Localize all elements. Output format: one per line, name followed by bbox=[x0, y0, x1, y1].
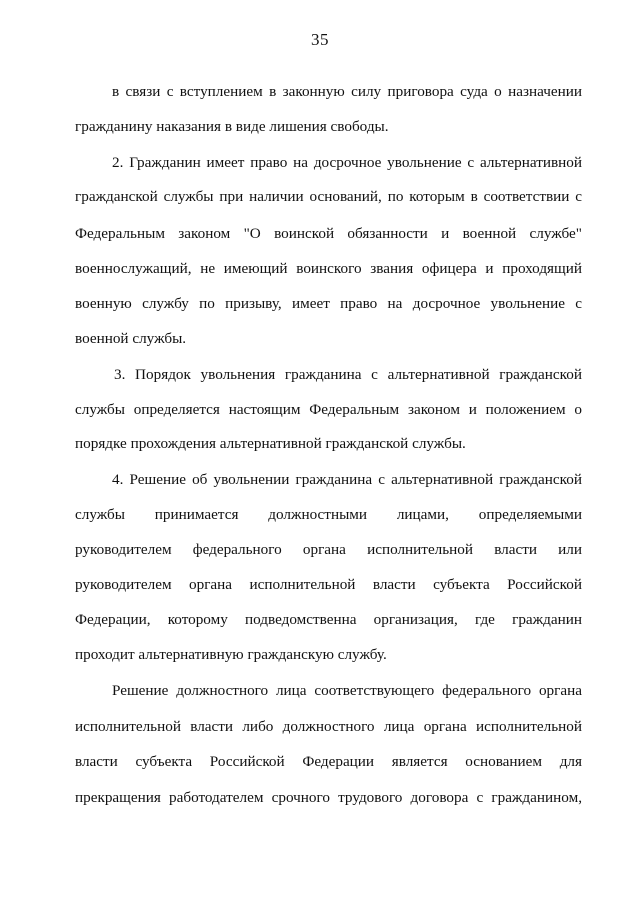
text-line: руководителем органа исполнительной власти субъекта Российской bbox=[75, 576, 582, 593]
text-line: службы принимается должностными лицами, определяемыми bbox=[75, 506, 582, 523]
text-line: гражданской службы при наличии оснований, по которым в соответствии с bbox=[75, 188, 582, 205]
text-line: 2. Гражданин имеет право на досрочное увольнение с альтернативной bbox=[112, 154, 582, 171]
text-line: исполнительной власти либо должностного лица органа исполнительной bbox=[75, 718, 582, 735]
text-line: проходит альтернативную гражданскую службу. bbox=[75, 646, 387, 663]
text-line: прекращения работодателем срочного трудового договора с гражданином, bbox=[75, 789, 582, 806]
page-number: 35 bbox=[311, 30, 329, 49]
text-line: Федерации, которому подведомственна организация, где гражданин bbox=[75, 611, 582, 628]
text-line: военнослужащий, не имеющий воинского звания офицера и проходящий bbox=[75, 260, 582, 277]
text-line: службы определяется настоящим Федеральным законом и положением о bbox=[75, 401, 582, 418]
text-line: руководителем федерального органа исполнительной власти или bbox=[75, 541, 582, 558]
text-line: порядке прохождения альтернативной гражданской службы. bbox=[75, 435, 466, 452]
text-line: Решение должностного лица соответствующего федерального органа bbox=[112, 682, 582, 699]
text-line: военной службы. bbox=[75, 330, 187, 347]
text-line: 3. Порядок увольнения гражданина с альтернативной гражданской bbox=[114, 366, 582, 383]
text-line: власти субъекта Российской Федерации является основанием для bbox=[75, 753, 582, 770]
text-line: 4. Решение об увольнении гражданина с альтернативной гражданской bbox=[112, 471, 582, 488]
text-line: гражданину наказания в виде лишения свободы. bbox=[75, 118, 389, 135]
text-line: Федеральным законом "О воинской обязанности и военной службе" bbox=[75, 225, 582, 242]
text-line: военную службу по призыву, имеет право на досрочное увольнение с bbox=[75, 295, 582, 312]
text-line: в связи с вступлением в законную силу приговора суда о назначении bbox=[112, 83, 582, 100]
